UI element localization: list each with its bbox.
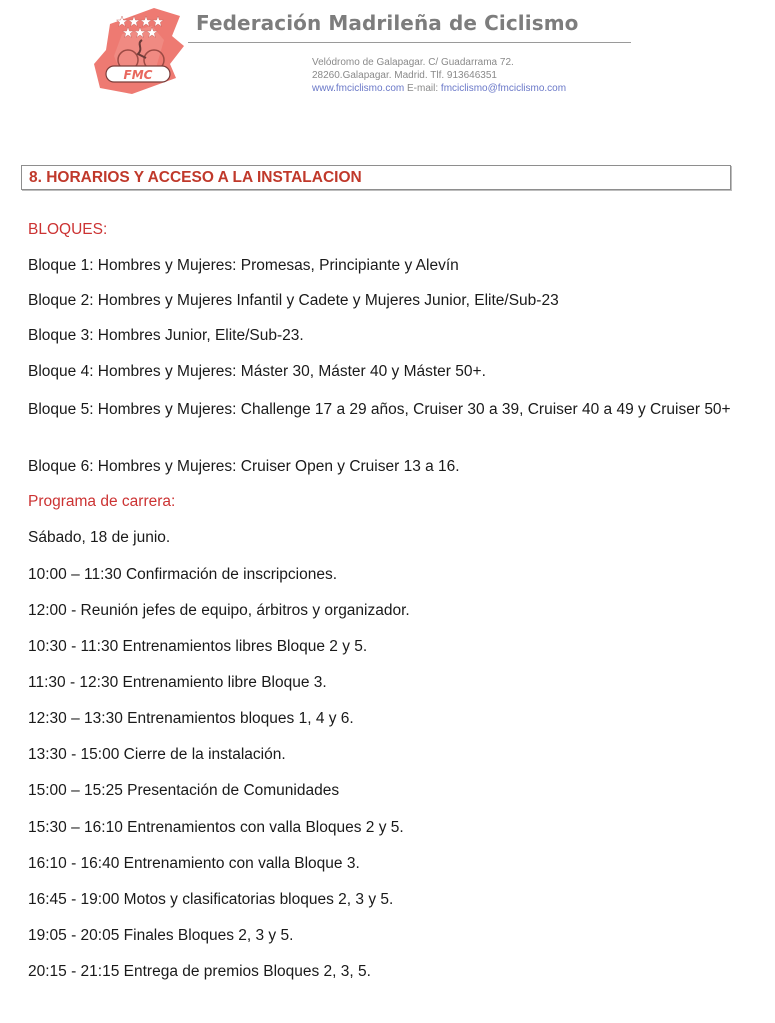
bloque-item: Bloque 3: Hombres Junior, Elite/Sub-23. [28,327,304,344]
schedule-item: 15:30 – 16:10 Entrenamientos con valla Bloques 2 y 5. [28,819,404,836]
programa-day: Sábado, 18 de junio. [28,529,171,546]
schedule-item: 10:00 – 11:30 Confirmación de inscripciones. [28,566,338,583]
schedule-item: 12:30 – 13:30 Entrenamientos bloques 1, 4 y 6. [28,710,354,727]
bloque-item: Bloque 2: Hombres y Mujeres Infantil y Cadete y Mujeres Junior, Elite/Sub-23 [28,292,559,309]
letterhead [0,0,775,110]
schedule-item: 16:45 - 19:00 Motos y clasificatorias bloques 2, 3 y 5. [28,891,394,908]
bloque-item: Bloque 6: Hombres y Mujeres: Cruiser Open y Cruiser 13 a 16. [28,458,460,475]
logo-text: FMC [123,68,153,82]
programa-heading: Programa de carrera: [28,493,176,510]
section-title: 8. HORARIOS Y ACCESO A LA INSTALACION [29,169,362,186]
contact-info [312,56,566,95]
email-label: E-mail: [407,83,439,94]
bloque-item: Bloque 4: Hombres y Mujeres: Máster 30, Máster 40 y Máster 50+. [28,363,486,380]
schedule-item: 13:30 - 15:00 Cierre de la instalación. [28,746,286,763]
bloques-heading: BLOQUES: [28,221,108,238]
email-link[interactable]: fmciclismo@fmciclismo.com [440,83,567,94]
bloque-item: Bloque 1: Hombres y Mujeres: Promesas, Principiante y Alevín [28,257,459,274]
schedule-item: 11:30 - 12:30 Entrenamiento libre Bloque 3. [28,674,327,691]
address-line-2: 28260.Galapagar. Madrid. Tlf. 913646351 [312,70,497,81]
fmc-logo-icon [92,6,190,96]
header-divider [188,42,631,43]
schedule-item: 19:05 - 20:05 Finales Bloques 2, 3 y 5. [28,927,294,944]
schedule-item: 15:00 – 15:25 Presentación de Comunidades [28,782,340,799]
website-link[interactable]: www.fmciclismo.com [312,83,405,94]
organization-name: Federación Madrileña de Ciclismo [196,11,579,35]
schedule-item: 10:30 - 11:30 Entrenamientos libres Bloque 2 y 5. [28,638,368,655]
schedule-item: 12:00 - Reunión jefes de equipo, árbitros y organizador. [28,602,410,619]
section-title-box [21,165,731,190]
address-line-1: Velódromo de Galapagar. C/ Guadarrama 72. [312,57,514,68]
schedule-item: 20:15 - 21:15 Entrega de premios Bloques 2, 3, 5. [28,963,371,980]
schedule-item: 16:10 - 16:40 Entrenamiento con valla Bloque 3. [28,855,360,872]
bloque-item: Bloque 5: Hombres y Mujeres: Challenge 17 a 29 años, Cruiser 30 a 39, Cruiser 40 a 49 y Cruiser 50+ [28,401,731,418]
